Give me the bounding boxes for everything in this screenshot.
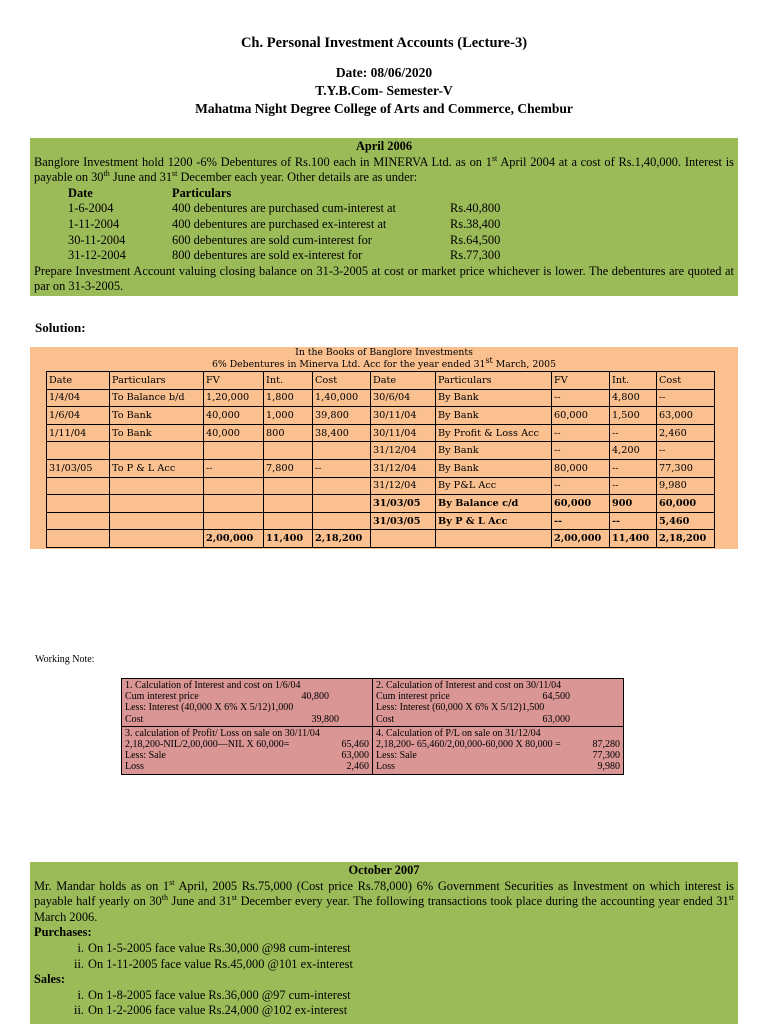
table-row: 31/03/05 To P & L Acc -- 7,800 -- 31/12/04 By Bank 80,000 -- 77,300 — [47, 459, 715, 477]
working-note-4: 4. Calculation of P/L on sale on 31/12/04 2,18,200- 65,460/2,00,000-60,000 X 80,000 = 87,280 Less: Sale 77,300 Loss 9,980 — [373, 726, 624, 774]
question-2-intro: Mr. Mandar holds as on 1st April, 2005 Rs.75,000 (Cost price Rs.78,000) 6% Government Securities as Investment on which interest is payable half yearly on 30th June and 31st December every year. The following transactions took place during the accounting year ended 31st March 2006. — [34, 877, 735, 924]
question-2-box — [30, 862, 738, 1024]
lecture-date: Date: 08/06/2020 — [335, 65, 433, 80]
question-1-instruction: Prepare Investment Account valuing closing balance on 31-3-2005 at cost or market price whichever is lower. The debentures are quoted at par on 31-3-2005. — [34, 263, 734, 294]
question-1-heading: April 2006 — [355, 139, 413, 153]
table-row: 31/03/05 By Balance c/d 60,000 900 60,000 — [47, 495, 715, 513]
list-item: ii. On 1-11-2005 face value Rs.45,000 @101 ex-interest — [74, 956, 353, 971]
working-note-1: 1. Calculation of Interest and cost on 1/6/04 Cum interest price 40,800 Less: Interest (40,000 X 6% X 5/12)1,000 Cost 39,800 — [122, 679, 373, 727]
working-note-label: Working Note: — [35, 654, 95, 665]
question-1-intro: Banglore Investment hold 1200 -6% Debentures of Rs.100 each in MINERVA Ltd. as on 1st April 2004 at a cost of Rs.1,40,000. Interest is payable on 30th June and 31st December each year. Other details are as under: — [34, 153, 735, 185]
question-1-box — [30, 138, 738, 296]
ledger-title: In the Books of Banglore Investments — [295, 347, 473, 358]
transaction-row: 1-11-2004 400 debentures are purchased ex-interest at Rs.38,400 — [68, 216, 501, 231]
sales-list — [34, 988, 734, 1019]
working-note-table — [121, 678, 624, 775]
transaction-row: 1-6-2004 400 debentures are purchased cum-interest at Rs.40,800 — [68, 201, 501, 216]
purchases-list — [34, 941, 734, 972]
table-row: Date Particulars FV Int. Cost Date Particulars FV Int. Cost — [47, 372, 715, 390]
table-row: 2,00,000 11,400 2,18,200 2,00,000 11,400 2,18,200 — [47, 530, 715, 548]
table-row: 1/11/04 To Bank 40,000 800 38,400 30/11/04 By Profit & Loss Acc -- -- 2,460 — [47, 424, 715, 442]
table-row: 31/12/04 By P&L Acc -- -- 9,980 — [47, 477, 715, 495]
question-2-heading: October 2007 — [348, 863, 420, 877]
solution-label: Solution: — [35, 320, 86, 335]
table-row: 31/03/05 By P & L Acc -- -- 5,460 — [47, 512, 715, 530]
transaction-row: 31-12-2004 800 debentures are sold ex-interest for Rs.77,300 — [68, 248, 501, 263]
transaction-row: 30-11-2004 600 debentures are sold cum-interest for Rs.64,500 — [68, 232, 501, 247]
table-row: 1/4/04 To Balance b/d 1,20,000 1,800 1,40,000 30/6/04 By Bank -- 4,800 -- — [47, 389, 715, 407]
working-note-3: 3. calculation of Profit/ Loss on sale on 30/11/04 2,18,200-NIL/2,00,000—NIL X 60,000= 65,460 Less: Sale 63,000 Loss 2,460 — [122, 726, 373, 774]
investment-account-table — [46, 371, 715, 548]
table-row: 1/6/04 To Bank 40,000 1,000 39,800 30/11/04 By Bank 60,000 1,500 63,000 — [47, 407, 715, 425]
list-item: i. On 1-8-2005 face value Rs.36,000 @97 cum-interest — [77, 987, 351, 1002]
list-item: i. On 1-5-2005 face value Rs.30,000 @98 cum-interest — [77, 940, 351, 955]
college-name: Mahatma Night Degree College of Arts and Commerce, Chembur — [195, 101, 573, 116]
transactions-header: Date Particulars — [68, 185, 232, 200]
page-title: Ch. Personal Investment Accounts (Lecture-3) — [240, 35, 528, 51]
list-item: ii. On 1-2-2006 face value Rs.24,000 @102 ex-interest — [74, 1003, 348, 1018]
transactions-list — [34, 201, 734, 263]
ledger-box — [30, 347, 738, 549]
table-row: 31/12/04 By Bank -- 4,200 -- — [47, 442, 715, 460]
working-note-2: 2. Calculation of Interest and cost on 30/11/04 Cum interest price 64,500 Less: Interest (60,000 X 6% X 5/12)1,500 Cost 63,000 — [373, 679, 624, 727]
class-name: T.Y.B.Com- Semester-V — [315, 83, 453, 98]
sales-label: Sales: — [34, 972, 65, 987]
ledger-subtitle: 6% Debentures in Minerva Ltd. Acc for the year ended 31st March, 2005 — [212, 355, 556, 370]
purchases-label: Purchases: — [34, 925, 92, 940]
